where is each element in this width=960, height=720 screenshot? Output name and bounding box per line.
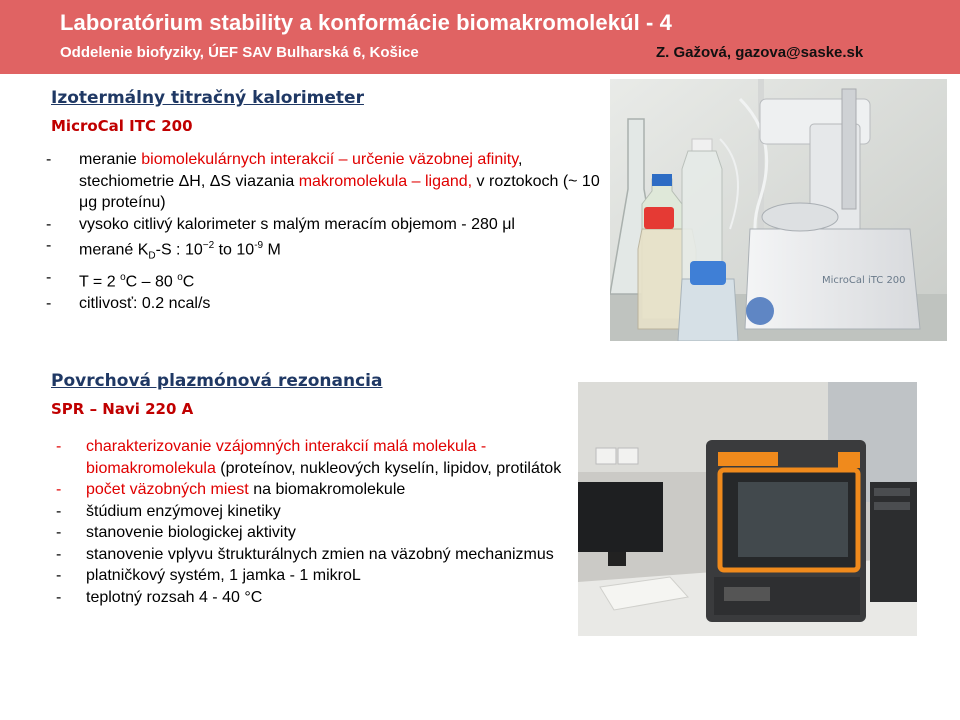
list-item: - stanovenie biologickej aktivity [56, 524, 296, 541]
page-title: Laboratórium stability a konformácie biomakromolekúl - 4 [60, 10, 672, 35]
department-address: Oddelenie biofyziky, ÚEF SAV Bulharská 6, Košice [60, 44, 419, 61]
spr-feature-list [56, 436, 566, 608]
list-item: - teplotný rozsah 4 - 40 °C [56, 588, 263, 606]
section2-subtitle: SPR – Navi 220 A [51, 400, 194, 418]
author-contact: Z. Gažová, gazova@saske.sk [656, 44, 864, 61]
section1-title: Izotermálny titračný kalorimeter [51, 88, 364, 108]
spr-instrument-photo [578, 382, 917, 636]
section1-subtitle: MicroCal ITC 200 [51, 117, 193, 135]
itc-instrument-photo [610, 79, 947, 341]
spr-photo-illustration [578, 382, 917, 636]
list-item: - štúdium enzýmovej kinetiky [56, 502, 281, 520]
list-item: - T = 2 $^o$C – 80 $^o$C [46, 269, 195, 291]
list-item: - charakterizovanie vzájomných interakcií malá molekula - biomakromolekula (proteínov, nukleových kyselín, lipidov, protilátok [56, 438, 562, 477]
header-banner [0, 0, 960, 74]
list-item: - merané $K_D-S$ : $10^{-2}$ to $10^{-9}$ M [46, 237, 281, 262]
list-item: - citlivosť: 0.2 ncal/s [46, 294, 211, 312]
list-item: - stanovenie vplyvu štrukturálnych zmien na väzobný mechanizmus [56, 545, 554, 563]
itc-feature-list [46, 149, 606, 314]
list-item: - platničkový systém, 1 jamka - 1 mikroL [56, 567, 361, 584]
itc-photo-illustration [610, 79, 947, 341]
list-item: - vysoko citlivý kalorimeter s malým meracím objemom - 280 μl [46, 215, 515, 233]
itc-photo-label: MicroCal iTC 200 [822, 275, 906, 286]
section2-title: Povrchová plazmónová rezonancia [51, 371, 383, 391]
list-item: - meranie biomolekulárnych interakcií – určenie väzobnej afinity, stechiometrie ΔH, ΔS viazania makromolekula – ligand, v roztokoch (~ 10 μg proteínu) [46, 151, 600, 211]
list-item: - počet väzobných miest na biomakromolekule [56, 481, 406, 498]
